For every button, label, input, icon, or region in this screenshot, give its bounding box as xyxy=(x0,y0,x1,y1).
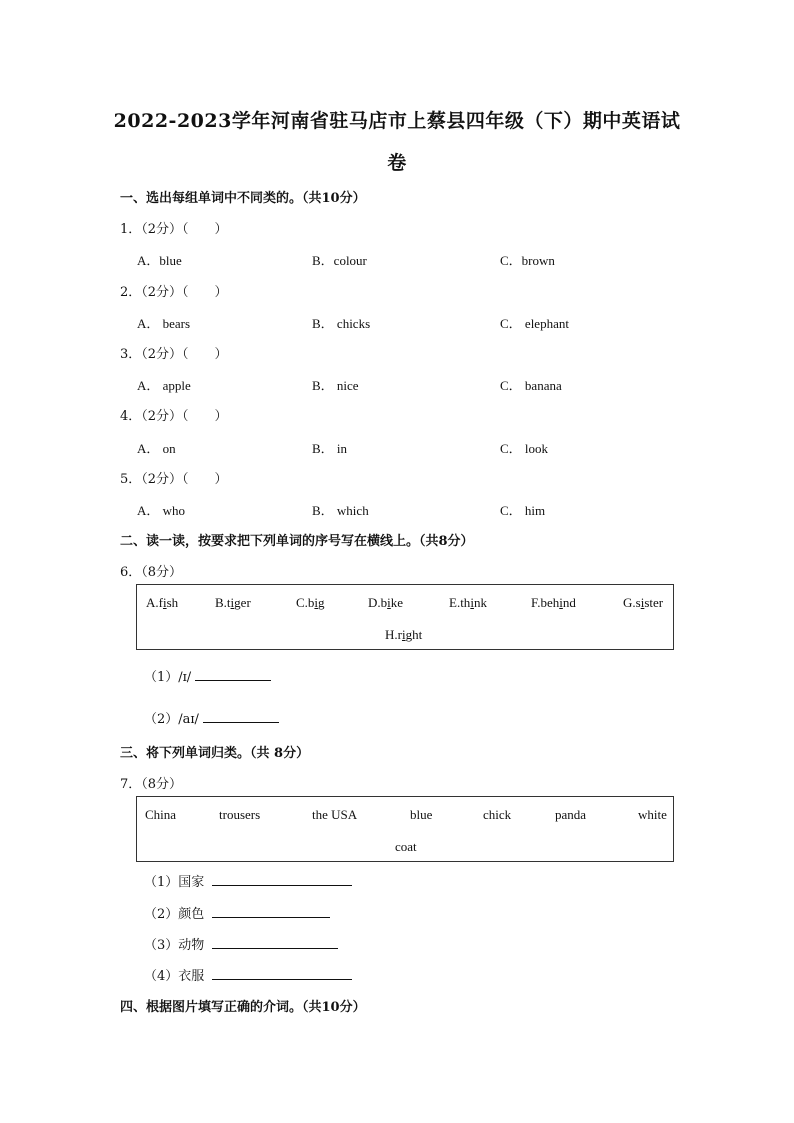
word-bank-box-phonics xyxy=(136,584,674,650)
question-5-option-c: C． him xyxy=(500,503,546,518)
section1-heading: 一、选出每组单词中不同类的。（共10分） xyxy=(120,191,366,206)
phonics-word: F.behind xyxy=(531,595,576,610)
answer-blank[interactable] xyxy=(212,905,330,918)
answer-blank[interactable] xyxy=(212,936,338,949)
exam-title-line2: 卷 xyxy=(387,152,407,174)
category-word: coat xyxy=(395,839,417,854)
fill-line-long-i: （2）/aɪ/ xyxy=(144,708,279,727)
fill-line-clothes: （4）衣服 xyxy=(144,965,352,984)
category-word: chick xyxy=(483,807,512,822)
question-4-option-b: B． in xyxy=(312,441,348,456)
fill-line-colour: （2）颜色 xyxy=(144,903,330,922)
category-word: blue xyxy=(410,807,433,822)
question-3-option-b: B． nice xyxy=(312,378,359,393)
question-1-head: 1．（2分）（ ） xyxy=(120,222,228,237)
question-5-option-b: B． which xyxy=(312,503,369,518)
phonics-word: A.fish xyxy=(146,595,179,610)
question-1-option-b: B．colour xyxy=(312,253,367,268)
question-5-option-a: A． who xyxy=(137,503,186,518)
phonics-word: C.big xyxy=(296,595,325,610)
question-7-head: 7．（8分） xyxy=(120,777,183,792)
question-1-option-c: C．brown xyxy=(500,253,555,268)
question-3-head: 3．（2分）（ ） xyxy=(120,347,228,362)
answer-blank[interactable] xyxy=(203,710,279,723)
fill-line-country: （1）国家 xyxy=(144,871,352,890)
phonics-word: G.sister xyxy=(623,595,664,610)
answer-blank[interactable] xyxy=(212,967,352,980)
question-4-head: 4．（2分）（ ） xyxy=(120,409,228,424)
fill-line-short-i: （1）/ɪ/ xyxy=(144,666,271,685)
section2-heading: 二、读一读，按要求把下列单词的序号写在横线上。（共8分） xyxy=(120,534,474,549)
question-4-option-a: A． on xyxy=(137,441,176,456)
answer-blank[interactable] xyxy=(212,873,352,886)
phonics-word: E.think xyxy=(449,595,487,610)
category-word: the USA xyxy=(312,807,358,822)
phonics-word: D.bike xyxy=(368,595,404,610)
category-word: white xyxy=(638,807,667,822)
section3-heading: 三、将下列单词归类。（共 8分） xyxy=(120,746,310,761)
category-word: China xyxy=(145,807,177,822)
question-2-option-b: B． chicks xyxy=(312,316,371,331)
category-word: trousers xyxy=(219,807,261,822)
exam-title-line1: 2022-2023学年河南省驻马店市上蔡县四年级（下）期中英语试 xyxy=(113,110,681,132)
question-4-option-c: C． look xyxy=(500,441,549,456)
phonics-word: H.right xyxy=(385,627,423,642)
question-2-head: 2．（2分）（ ） xyxy=(120,285,228,300)
question-3-option-c: C． banana xyxy=(500,378,562,393)
question-2-option-c: C． elephant xyxy=(500,316,569,331)
category-word: panda xyxy=(555,807,587,822)
fill-line-animal: （3）动物 xyxy=(144,934,338,953)
answer-blank[interactable] xyxy=(195,668,271,681)
section4-heading: 四、根据图片填写正确的介词。（共10分） xyxy=(120,1000,366,1015)
question-6-head: 6．（8分） xyxy=(120,565,183,580)
question-5-head: 5．（2分）（ ） xyxy=(120,472,228,487)
question-1-option-a: A．blue xyxy=(137,253,182,268)
word-bank-box-categories xyxy=(136,796,674,862)
phonics-word: B.tiger xyxy=(215,595,251,610)
question-2-option-a: A． bears xyxy=(137,316,191,331)
question-3-option-a: A． apple xyxy=(137,378,191,393)
